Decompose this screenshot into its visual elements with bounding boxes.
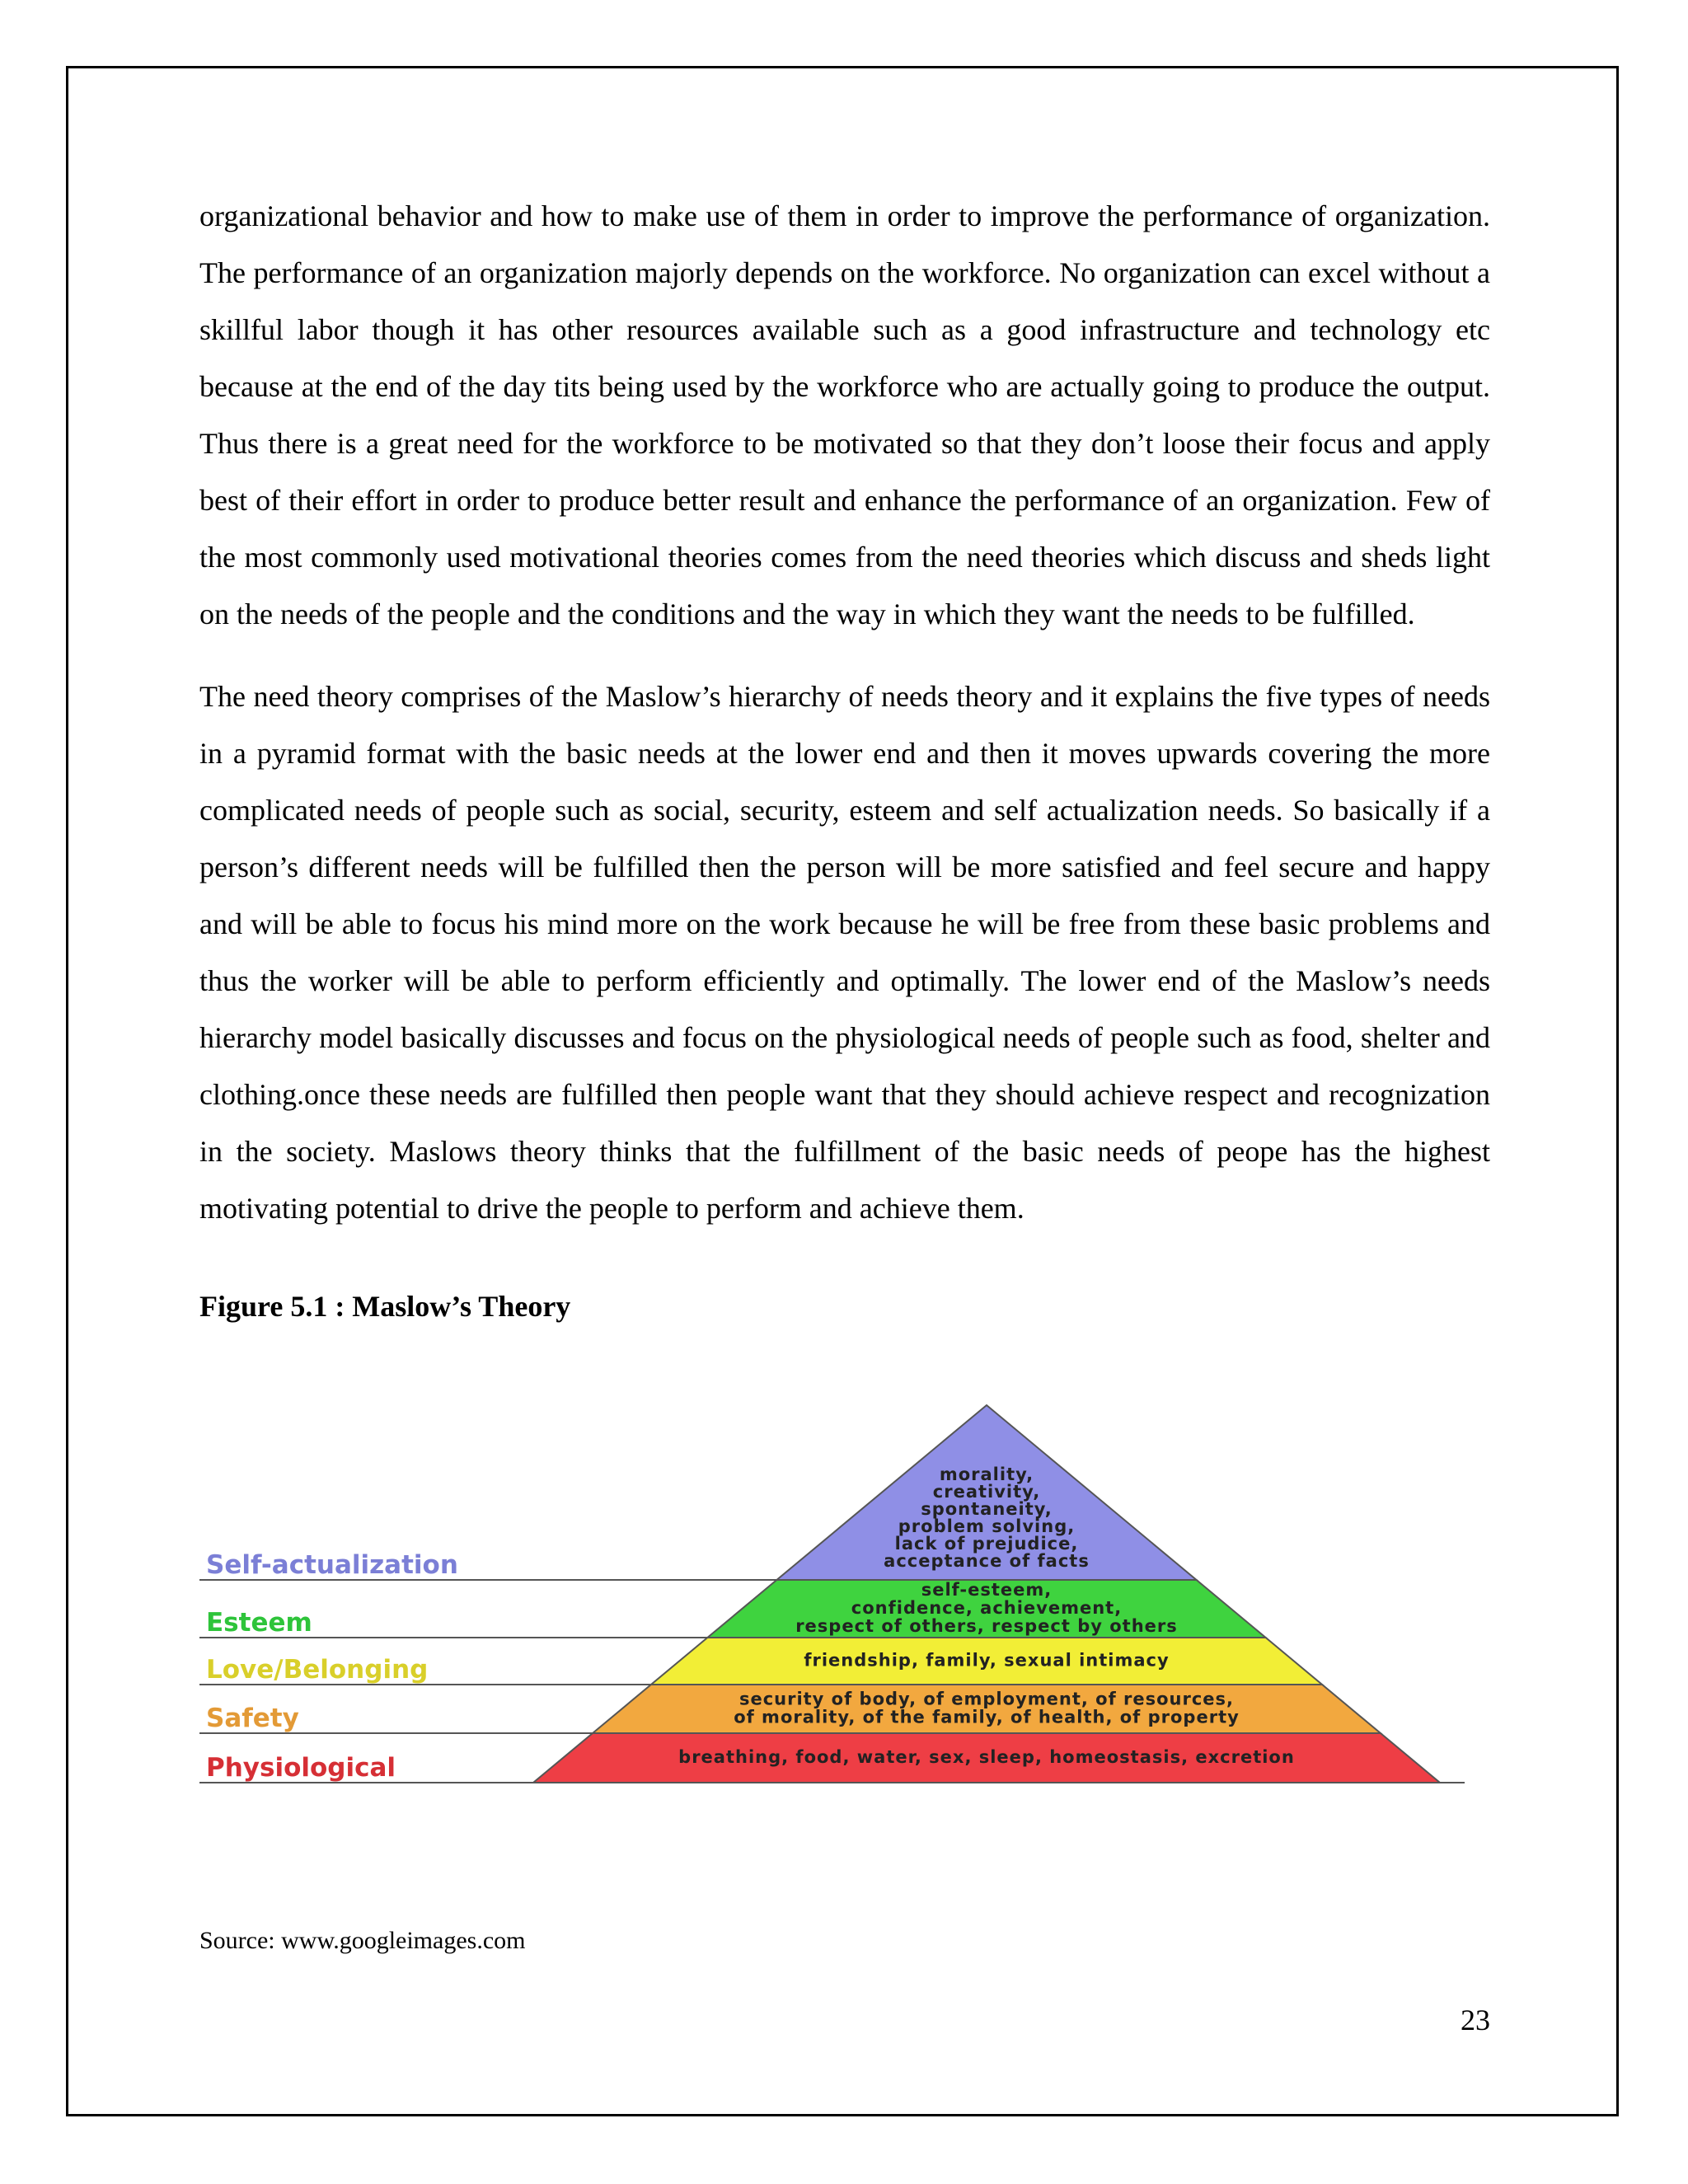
tier-text-line: friendship, family, sexual intimacy	[804, 1650, 1170, 1671]
tier-text-line: respect of others, respect by others	[795, 1616, 1178, 1636]
level-label-love-belonging: Love/Belonging	[206, 1655, 429, 1685]
tier-text-line: confidence, achievement,	[851, 1598, 1123, 1618]
body-paragraph-1: organizational behavior and how to make use of them in order to improve the performance of organization. The performance of an organization majorly depends on the workforce. No organization can excel without a skillful labor though it has other resources available such as a good infrastructure and technology etc because at the end of the day tits being used by the workforce who are actually going to produce the output. Thus there is a great need for the workforce to be motivated so that they don’t loose their focus and apply best of their effort in order to produce better result and enhance the performance of an organization. Few of the most commonly used motivational theories comes from the need theories which discuss and sheds light on the needs of the people and the conditions and the way in which they want the needs to be fulfilled.	[199, 199, 1490, 630]
level-label-physiological: Physiological	[206, 1753, 396, 1783]
pyramid-svg	[199, 1324, 1490, 2157]
tier-text-line: breathing, food, water, sex, sleep, homeostasis, excretion	[678, 1747, 1295, 1767]
tier-text-line: acceptance of facts	[884, 1551, 1090, 1571]
tier-text-line: creativity,	[932, 1482, 1041, 1502]
page-number: 23	[1461, 2004, 1490, 2036]
body-paragraph-2: The need theory comprises of the Maslow’s hierarchy of needs theory and it explains the five types of needs in a pyramid format with the basic needs at the lower end and then it moves upwards covering the more complicated needs of people such as social, security, esteem and self actualization needs. So basically if a person’s different needs will be fulfilled then the person will be more satisfied and feel secure and happy and will be able to focus his mind more on the work because he will be free from these basic problems and thus the worker will be able to perform efficiently and optimally. The lower end of the Maslow’s needs hierarchy model basically discusses and focus on the physiological needs of people such as food, shelter and clothing.once these needs are fulfilled then people want that they should achieve respect and recognization in the society. Maslows theory thinks that the fulfillment of the basic needs of peope has the highest motivating potential to drive the people to perform and achieve them.	[199, 680, 1490, 1225]
level-label-esteem: Esteem	[206, 1608, 312, 1638]
level-label-safety: Safety	[206, 1704, 299, 1733]
figure-source: Source: www.googleimages.com	[199, 1927, 526, 1954]
tier-text-line: of morality, of the family, of health, of property	[734, 1707, 1240, 1727]
maslow-pyramid-figure	[199, 1324, 1490, 2157]
tier-text-line: security of body, of employment, of resources,	[738, 1689, 1235, 1709]
figure-caption: Figure 5.1 : Maslow’s Theory	[199, 1290, 571, 1323]
level-label-self-actualization: Self-actualization	[206, 1550, 458, 1580]
tier-text-line: spontaneity,	[921, 1499, 1053, 1519]
tier-text-line: morality,	[939, 1465, 1034, 1484]
tier-text-line: problem solving,	[898, 1516, 1076, 1536]
tier-text-line: lack of prejudice,	[894, 1534, 1079, 1554]
tier-text-line: self-esteem,	[921, 1580, 1053, 1600]
page-content	[199, 188, 1490, 2157]
